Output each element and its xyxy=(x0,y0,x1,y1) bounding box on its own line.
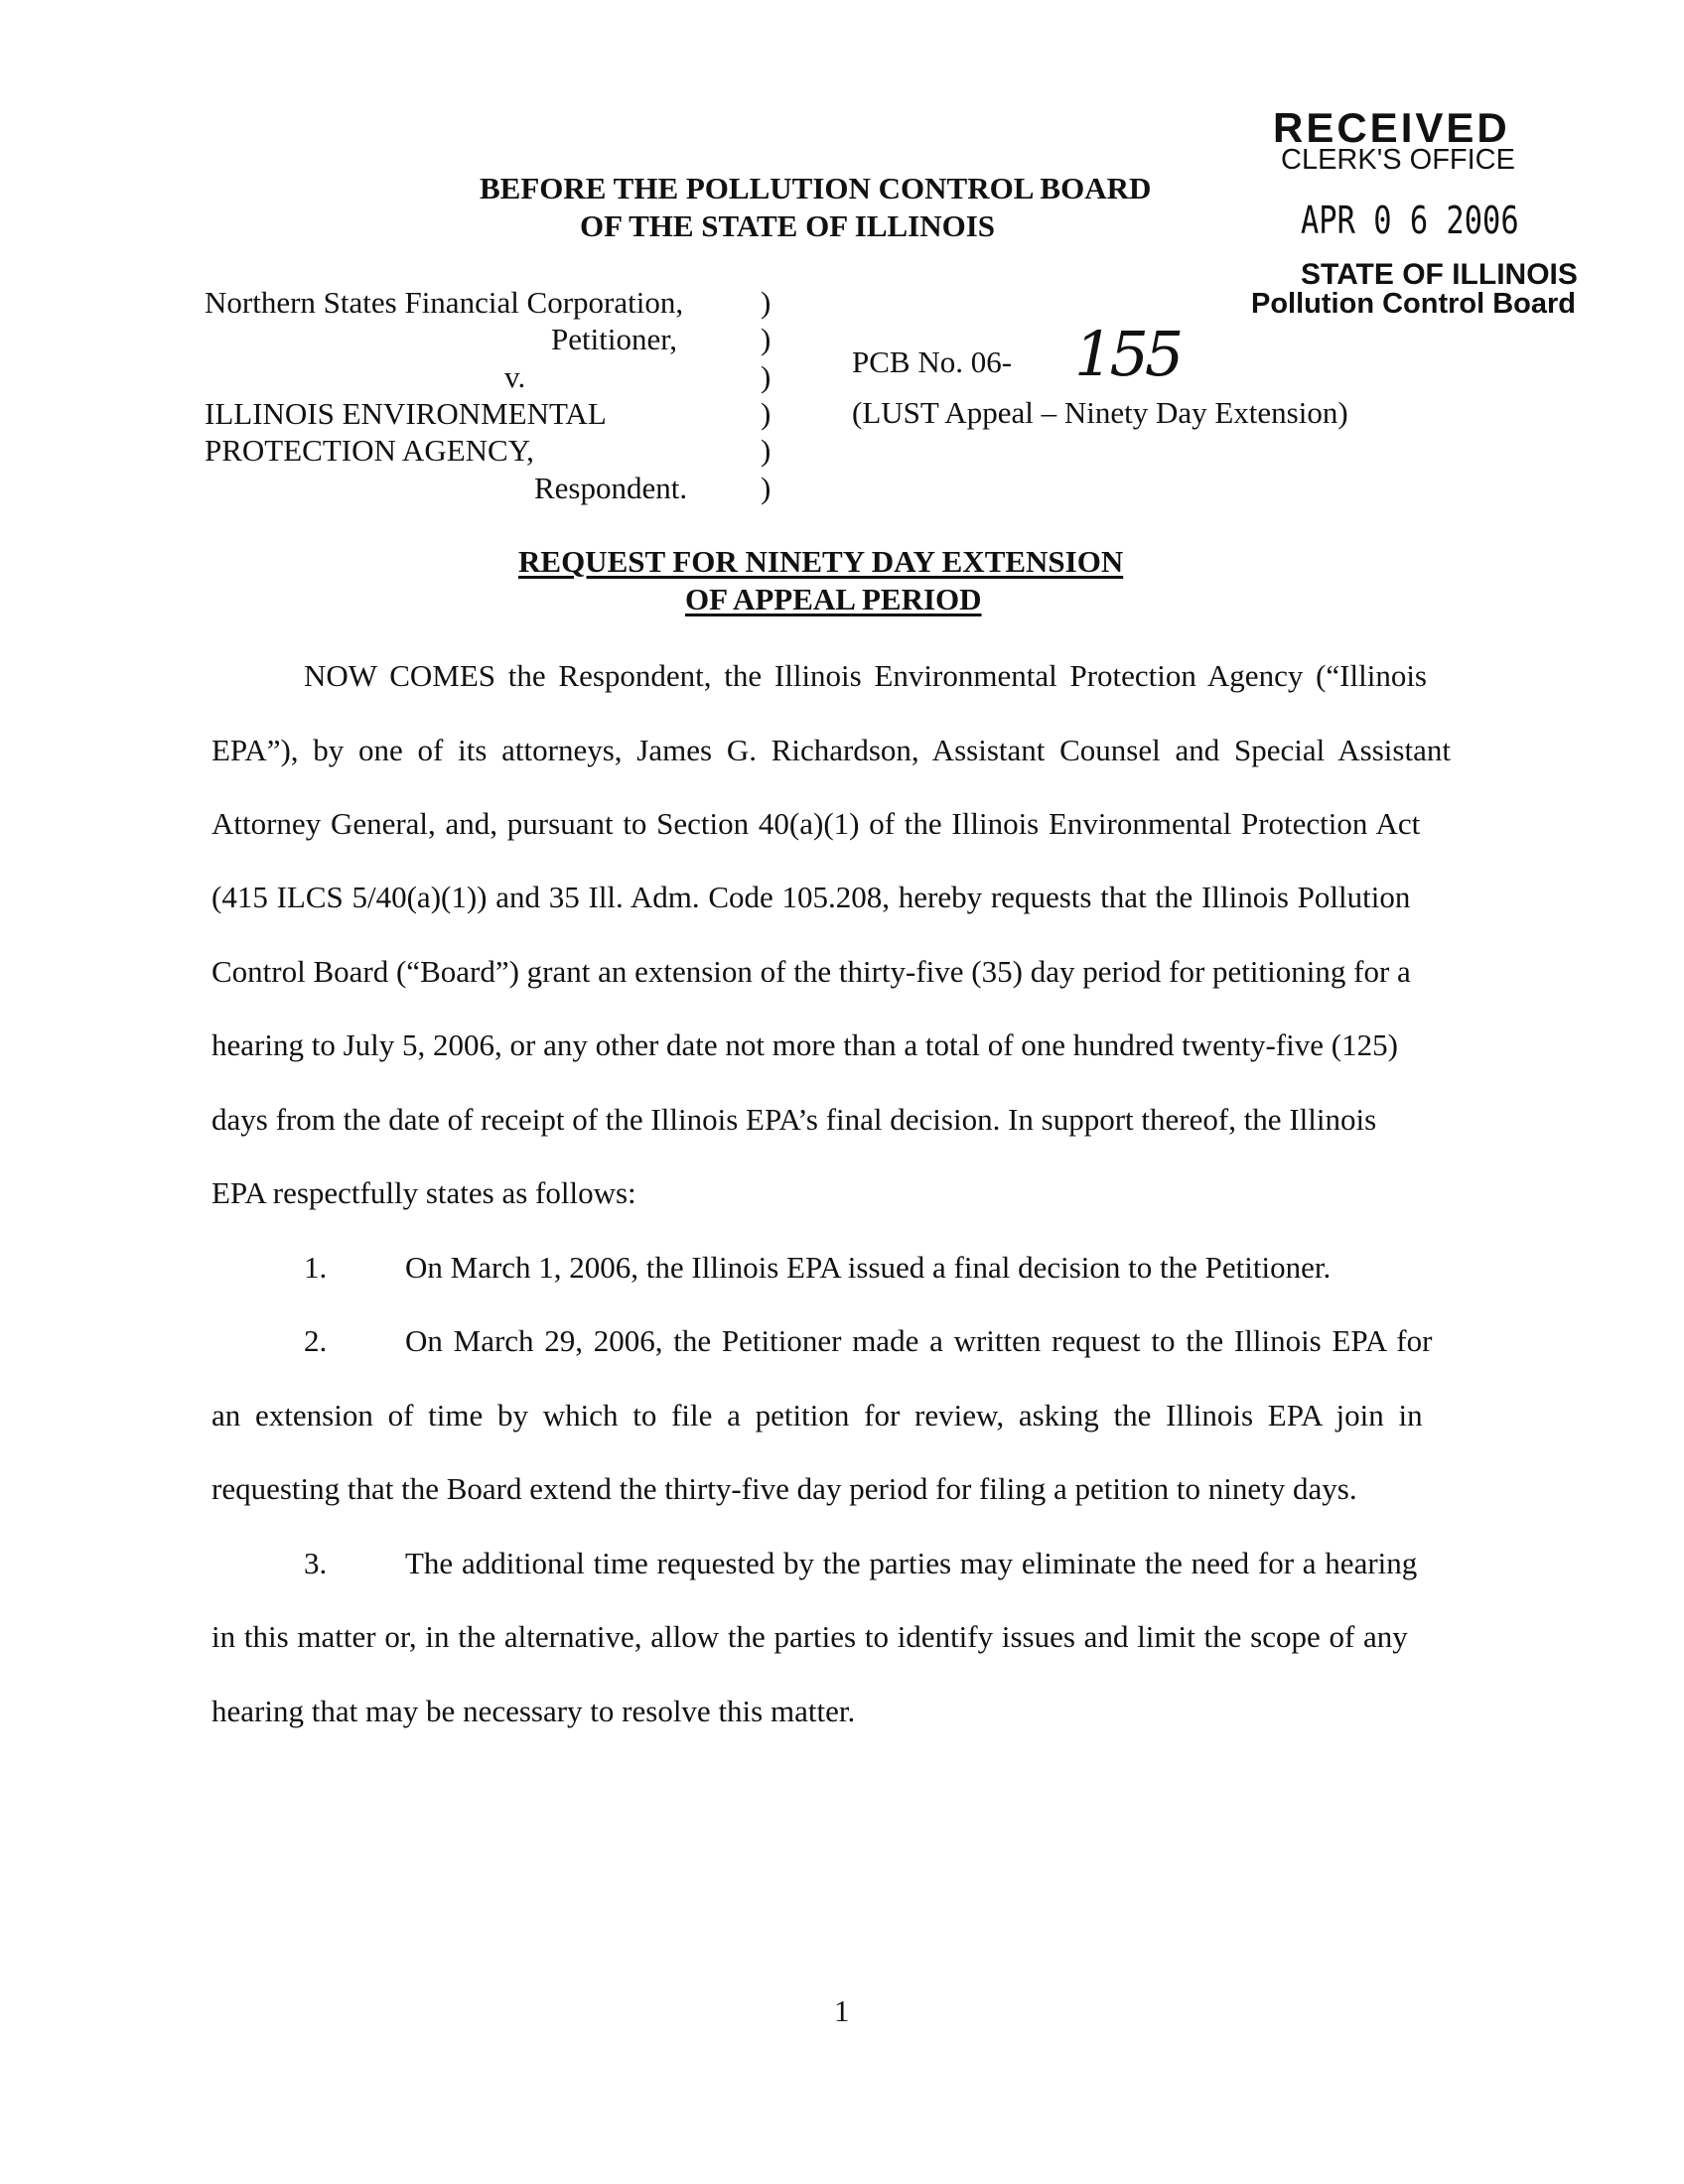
body-line: Attorney General, and, pursuant to Section 40(a)(1) of the Illinois Environmental Protection Act xyxy=(211,806,1421,841)
stamp-state: STATE OF ILLINOIS xyxy=(1301,258,1578,291)
caption-bracket: ) xyxy=(761,359,772,394)
respondent-name-line-2: PROTECTION AGENCY, xyxy=(205,433,534,468)
item-number: 2. xyxy=(304,1323,328,1358)
body-line: NOW COMES the Respondent, the Illinois Environmental Protection Agency (“Illinois xyxy=(304,658,1427,693)
page-number: 1 xyxy=(834,1993,850,2028)
document-title-line-1: REQUEST FOR NINETY DAY EXTENSION xyxy=(518,544,1124,579)
body-line: Control Board (“Board”) grant an extension of the thirty-five (35) day period for petitioning for a xyxy=(211,954,1411,989)
pcb-number-label: PCB No. 06- xyxy=(852,344,1013,379)
caption-bracket: ) xyxy=(761,433,772,468)
item-text: requesting that the Board extend the thirty-five day period for filing a petition to ninety days. xyxy=(211,1471,1357,1506)
item-text: hearing that may be necessary to resolve this matter. xyxy=(211,1694,856,1728)
body-line: EPA respectfully states as follows: xyxy=(211,1175,636,1210)
petitioner-name: Northern States Financial Corporation, xyxy=(205,285,684,320)
item-text: an extension of time by which to file a petition for review, asking the Illinois EPA join in xyxy=(211,1398,1423,1433)
item-text: in this matter or, in the alternative, allow the parties to identify issues and limit the scope of any xyxy=(211,1619,1408,1654)
caption-bracket: ) xyxy=(761,322,772,356)
petitioner-role: Petitioner, xyxy=(551,322,678,356)
respondent-name-line-1: ILLINOIS ENVIRONMENTAL xyxy=(205,396,607,431)
stamp-board: Pollution Control Board xyxy=(1251,288,1577,320)
item-text: On March 29, 2006, the Petitioner made a written request to the Illinois EPA for xyxy=(405,1323,1433,1358)
body-line: EPA”), by one of its attorneys, James G. Richardson, Assistant Counsel and Special Assistant xyxy=(211,733,1451,767)
stamp-received: RECEIVED xyxy=(1273,104,1510,151)
versus: v. xyxy=(504,359,526,394)
document-title-line-2: OF APPEAL PERIOD xyxy=(685,582,982,616)
respondent-role: Respondent. xyxy=(534,471,688,505)
stamp-clerk-office: CLERK'S OFFICE xyxy=(1281,144,1515,176)
body-line: days from the date of receipt of the Illinois EPA’s final decision. In support thereof, the Illinois xyxy=(211,1102,1377,1137)
heading-line-1: BEFORE THE POLLUTION CONTROL BOARD xyxy=(480,171,1152,205)
item-text: On March 1, 2006, the Illinois EPA issued a final decision to the Petitioner. xyxy=(405,1250,1332,1285)
caption-bracket: ) xyxy=(761,396,772,431)
pcb-number-handwritten: 155 xyxy=(1074,318,1181,390)
caption-bracket: ) xyxy=(761,471,772,505)
body-line: hearing to July 5, 2006, or any other date not more than a total of one hundred twenty-five (125) xyxy=(211,1027,1398,1062)
item-text: The additional time requested by the parties may eliminate the need for a hearing xyxy=(405,1546,1418,1580)
caption-bracket: ) xyxy=(761,285,772,320)
item-number: 3. xyxy=(304,1546,328,1580)
body-line: (415 ILCS 5/40(a)(1)) and 35 Ill. Adm. Code 105.208, hereby requests that the Illinois Pollution xyxy=(211,880,1411,914)
stamp-date: APR 0 6 2006 xyxy=(1301,199,1519,242)
item-number: 1. xyxy=(304,1250,328,1285)
case-type: (LUST Appeal – Ninety Day Extension) xyxy=(852,395,1348,430)
heading-line-2: OF THE STATE OF ILLINOIS xyxy=(580,208,996,243)
